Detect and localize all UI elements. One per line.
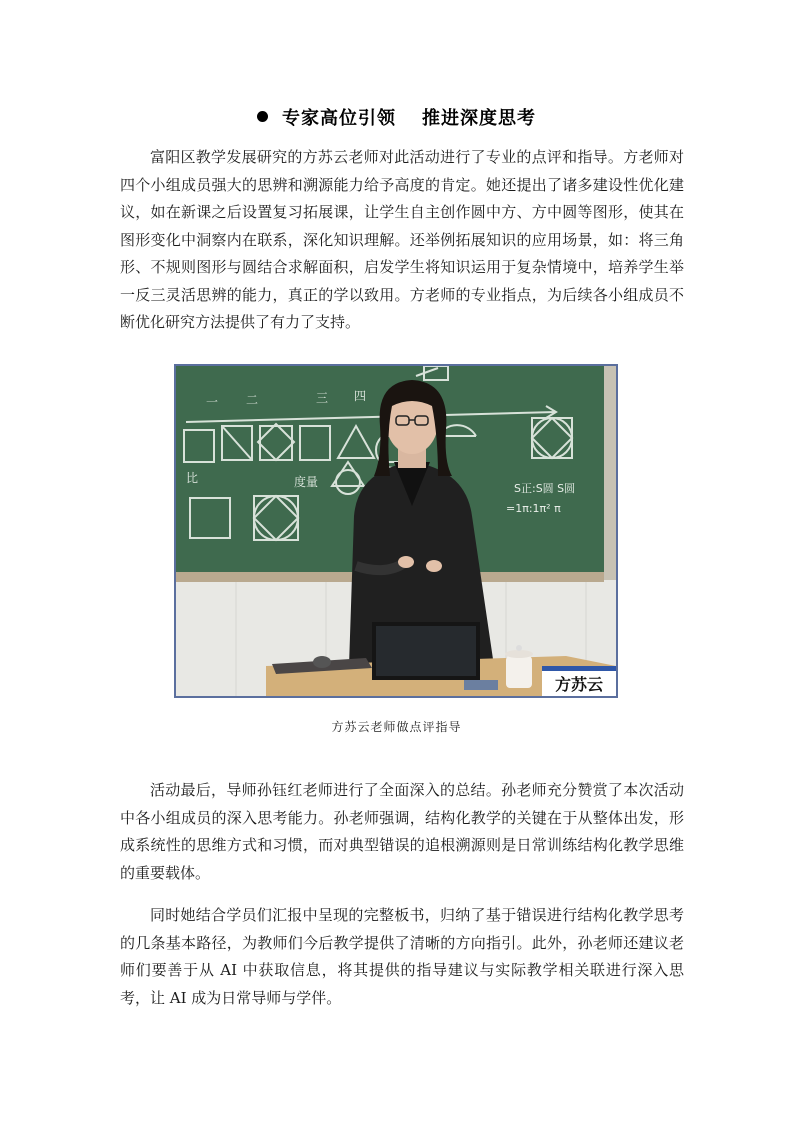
bullet-icon (257, 111, 268, 122)
board-label-3: 三 (316, 391, 329, 405)
paragraph-expert-review: 富阳区教学发展研究的方苏云老师对此活动进行了专业的点评和指导。方老师对四个小组成员强大的思辨和溯源能力给予高度的肯定。她还提出了诸多建设性优化建议，如在新课之后设置复习拓展课，让学生自主创作圆中方、方中圆等图形，使其在图形变化中洞察内在联系，深化知识理解。还举例拓展知识的应用场景，如：将三角形、不规则图形与圆结合求解面积，启发学生将知识运用于复杂情境中，培养学生举一反三灵活思辨的能力，真正的学以致用。方老师的专业指点，为后续各小组成员不断优化研究方法提供了有力了支持。 (120, 148, 684, 331)
board-label-2: 二 (246, 393, 259, 407)
heading-left: 专家高位引领 (282, 108, 396, 129)
name-card: 方苏云 (554, 675, 604, 694)
board-label-8: =1π:1π² π (506, 502, 561, 515)
board-label-4: 四 (354, 389, 367, 403)
heading-right: 推进深度思考 (422, 108, 536, 129)
board-label-7: S正:S圆 S圆 (514, 482, 576, 495)
board-label-1: 一 (206, 395, 219, 409)
board-label-5: 比 (186, 471, 199, 485)
teacher-photo (174, 364, 618, 698)
section-heading (0, 104, 793, 130)
paragraph-ai-advice: 同时她结合学员们汇报中呈现的完整板书，归纳了基于错误进行结构化教学思考的几条基本路径，为教师们今后教学提供了清晰的方向指引。此外，孙老师还建议老师们要善于从 AI 中获取信息，将其提供的指导建议与实际教学相关联进行深入思考，让 AI 成为日常导师与学伴。 (120, 906, 684, 1007)
photo-caption: 方苏云老师做点评指导 (331, 720, 462, 734)
board-label-6: 度量 (294, 475, 319, 489)
paragraph-summary: 活动最后，导师孙钰红老师进行了全面深入的总结。孙老师充分赞赏了本次活动中各小组成员的深入思考能力。孙老师强调，结构化教学的关键在于从整体出发，形成系统性的思维方式和习惯，而对典型错误的追根溯源则是日常训练结构化教学思维的重要载体。 (120, 781, 684, 882)
